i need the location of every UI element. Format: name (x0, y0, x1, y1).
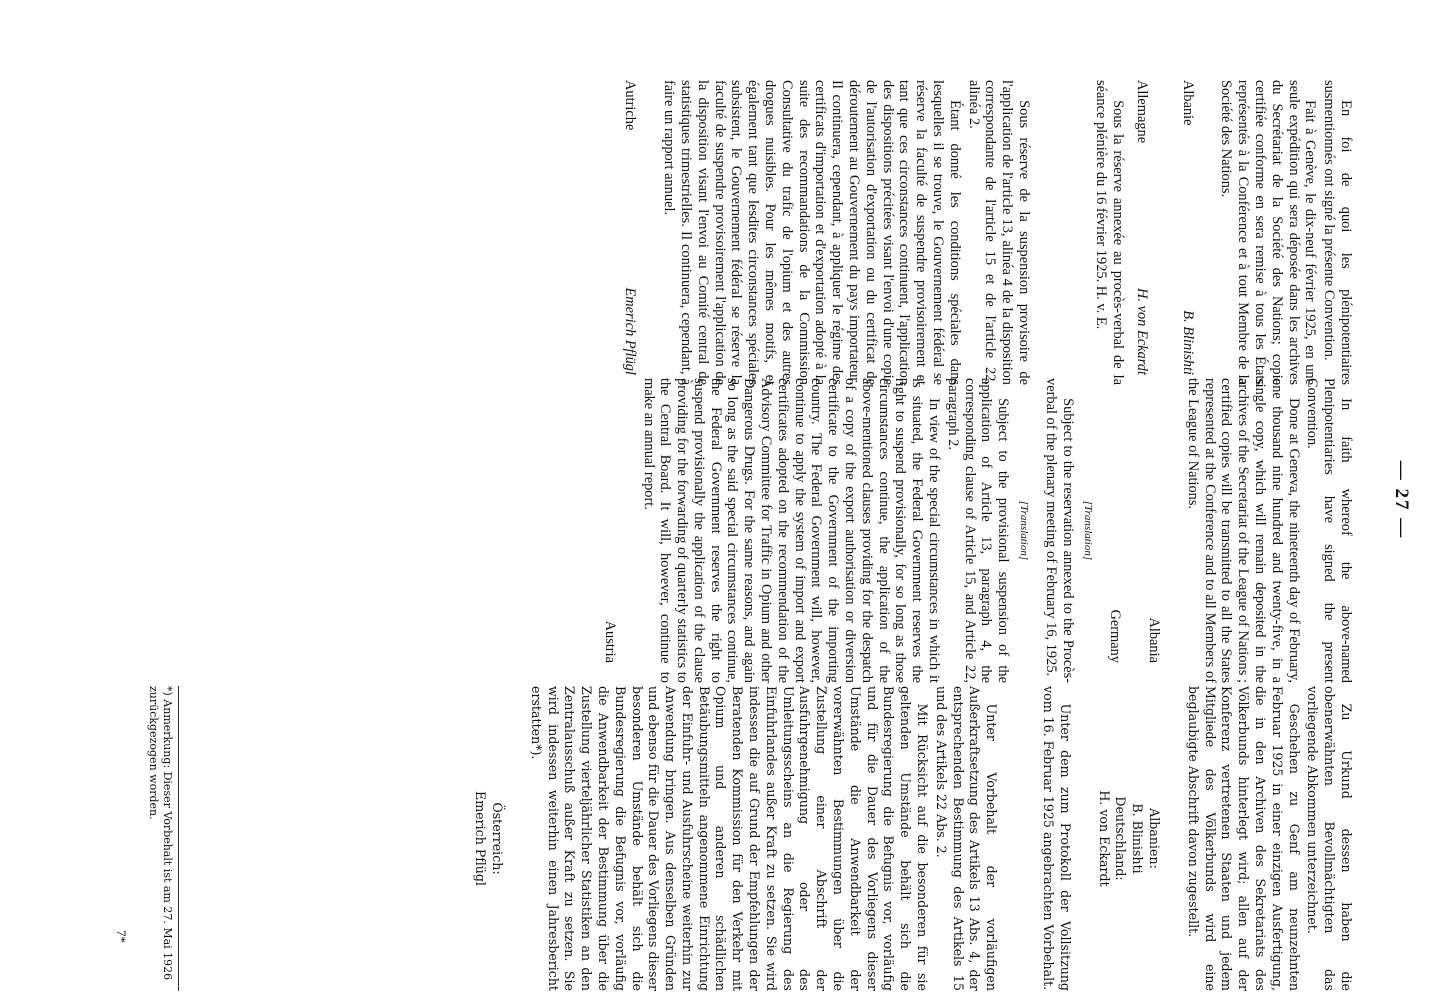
french-column (615, 80, 1355, 385)
fr-paragraph-reserve-austria-1: Sous réserve de la suspension provisoire de l'application de l'article 13, alinéa 4 de la disposition correspondante de l'article 15 et de l'article 22, alinéa 2. (965, 80, 1033, 385)
fr-country-germany: Allemagne (1133, 80, 1150, 144)
en-country-germany: Germany (1107, 609, 1124, 663)
en-translation-mark-1: [Translation] (1082, 500, 1095, 561)
signature-mark: 7* (114, 930, 129, 943)
fr-signatory-germany: H. von Eckardt (1133, 288, 1150, 375)
de-country-germany: Deutschland: (1113, 796, 1129, 881)
de-footnote: *) Anmerkung: Dieser Vorbehalt ist am 27. Mai 1926 zurückgezogen worden. (146, 686, 179, 991)
fr-signatory-austria: Emerich Pflügl (622, 287, 639, 375)
de-country-albania: Albanien: (1147, 808, 1163, 869)
en-country-albania: Albania (1146, 617, 1163, 663)
fr-country-albania: Albanie (1179, 80, 1196, 126)
fr-paragraph-done: Fait à Genève, le dix-neuf février 1925, en une seule expédition qui sera déposée dans les archives du Secrétariat de la Société des Nations; copie certifiée conforme en sera remise à tous les États représentés à la Conférence et à tout Membre de la Société des Nations. (1218, 80, 1319, 385)
de-paragraph-reserve-austria-2: Mit Rücksicht auf die besonderen für sie geltenden Umstände behält sich die Bundesregierung die Befugnis vor, vorläufig und für die Dauer des Vorliegens dieser Umstände die Anwendbarkeit der vorerwähnten Bestimmungen über die Zustellung einer Abschrift der Ausfuhrgenehmigung oder des Umleitungsscheins an die Regierung des Einfuhrlandes außer Kraft zu setzen. Sie wird indessen die auf Grund der Empfehlungen der Beratenden Kommission für den Verkehr mit Opium und anderen schädlichen Betäubungsmitteln angenommene Einrichtung der Einfuhr- und Ausfuhrscheine weiterhin zur Anwendung bringen. Aus denselben Gründen und ebenso für die Dauer des Vorliegens dieser besonderen Umstände behält sich die Bundesregierung die Befugnis vor, vorläufig die Anwendbarkeit der Bestimmung über die Zustellung vierteljährlicher Statistiken an den Zentralausschuß außer Kraft zu setzen. Sie wird indessen weiterhin einen Jahresbericht erstatten*). (528, 686, 931, 991)
de-signatory-germany: H. von Eckardt (1096, 790, 1112, 887)
en-paragraph-done: Done at Geneva, the nineteenth day of February, one thousand nine hundred and twenty-five, in a single copy, which will remain deposited in the archives of the Secretariat of the League of Nations ; certified copies will be transmitted to all the States represented at the Conference and to all Members of the League of Nations. (1184, 378, 1302, 683)
fr-country-austria: Autriche (622, 80, 639, 131)
en-paragraph-reserve-austria-2: In view of the special circumstances in which it is situated, the Federal Government reserves the right to suspend provisionally, for so long as those circumstances continue, the application of the above-mentioned clauses providing for the despatch of a copy of the export authorisation or diversion certificate to the Government of the importing country. The Federal Government will, however, continue to apply the system of import and export certificates adopted on the recommendation of the Advisory Committee for Traffic in Opium and other Dangerous Drugs. For the same reasons, and again so long as the said special circumstances continue, the Federal Government reserves the right to suspend provisionally the application of the clause providing for the forwarding of quarterly statistics to the Central Board. It will, however, continue to make an annual report. (640, 378, 943, 683)
de-country-austria: Österreich: (489, 802, 505, 875)
de-signatory-austria: Emerich Pflügl (473, 791, 489, 886)
english-column (601, 378, 1354, 683)
en-country-austria: Austria (601, 620, 618, 663)
fr-signature-austria (615, 80, 639, 385)
en-paragraph-reserve-austria-1: Subject to the provisional suspension of the application of Article 13, paragraph 4, the corresponding clause of Article 15, and Article 22, paragraph 2. (944, 378, 1012, 683)
fr-signature-germany (1126, 80, 1150, 385)
en-translation-mark-2: [Translation] (1018, 500, 1031, 561)
de-paragraph-done: Geschehen zu Genf am neunzehnten Februar 1925 in einer einzigen Ausfertigung, die in den Archiven des Sekretariats des Völkerbunds hinterlegt wird; allen auf der Konferenz vertretenen Staaten und jedem Mitgliede des Völkerbunds wird eine beglaubigte Abschrift davon zugestellt. (1185, 686, 1302, 991)
fr-paragraph-faith: En foi de quoi les plénipotentiaires susmentionnés ont signé la présente Convention. (1321, 80, 1354, 385)
de-paragraph-reserve-germany: Unter dem zum Protokoll der Vollsitzung vom 16. Februar 1925 angebrachten Vorbehalt. (1041, 686, 1073, 991)
fr-paragraph-reserve-germany: Sous la réserve annexée au procès-verbal de la séance plénière du 16 février 1925. H. v. E. (1092, 80, 1126, 385)
de-paragraph-reserve-austria-1: Unter Vorbehalt der vorläufigen Außerkraftsetzung des Artikels 13 Abs. 4, der entsprechenden Bestimmung des Artikels 15 und des Artikels 22 Abs. 2. (933, 686, 1000, 991)
fr-signatory-albania: B. Blinishti (1179, 310, 1196, 375)
fr-paragraph-reserve-austria-2: Étant donné les conditions spéciales dans lesquelles il se trouve, le Gouvernement fédéral se réserve la faculté de suspendre provisoirement et tant que ces circonstances continuent, l'application des dispositions précitées visant l'envoi d'une copie de l'autorisation d'exportation ou du certificat de déroutement au Gouvernement du pays importateur. Il continuera, cependant, à appliquer le régime des certificats d'importation et d'exportation adopté à la suite des recommandations de la Commission Consultative du trafic de l'opium et des autres drogues nuisibles. Pour les mêmes motifs, et également tant que lesdites circonstances spéciales subsistent, le Gouvernement fédéral se réserve la faculté de suspendre provisoirement l'application de la disposition visant l'envoi au Comité central de statistiques trimestrielles. Il continuera, cependant, à faire un rapport annuel. (661, 80, 963, 385)
de-signatory-albania: B. Blinishti (1130, 803, 1146, 874)
en-paragraph-reserve-germany: Subject to the reservation annexed to the Procès-verbal of the plenary meeting of February 16, 1925. (1042, 378, 1076, 683)
page-number: — 27 — (1391, 460, 1412, 540)
de-paragraph-faith: Zu Urkund dessen haben die obenerwähnten Bevollmächtigten das vorliegende Abkommen unterzeichnet. (1305, 686, 1354, 991)
fr-signature-albania (1172, 80, 1196, 385)
german-column (471, 686, 1354, 991)
en-paragraph-faith: In faith whereof the above-named Plenipotentiaries have signed the present Convention. (1304, 378, 1354, 683)
